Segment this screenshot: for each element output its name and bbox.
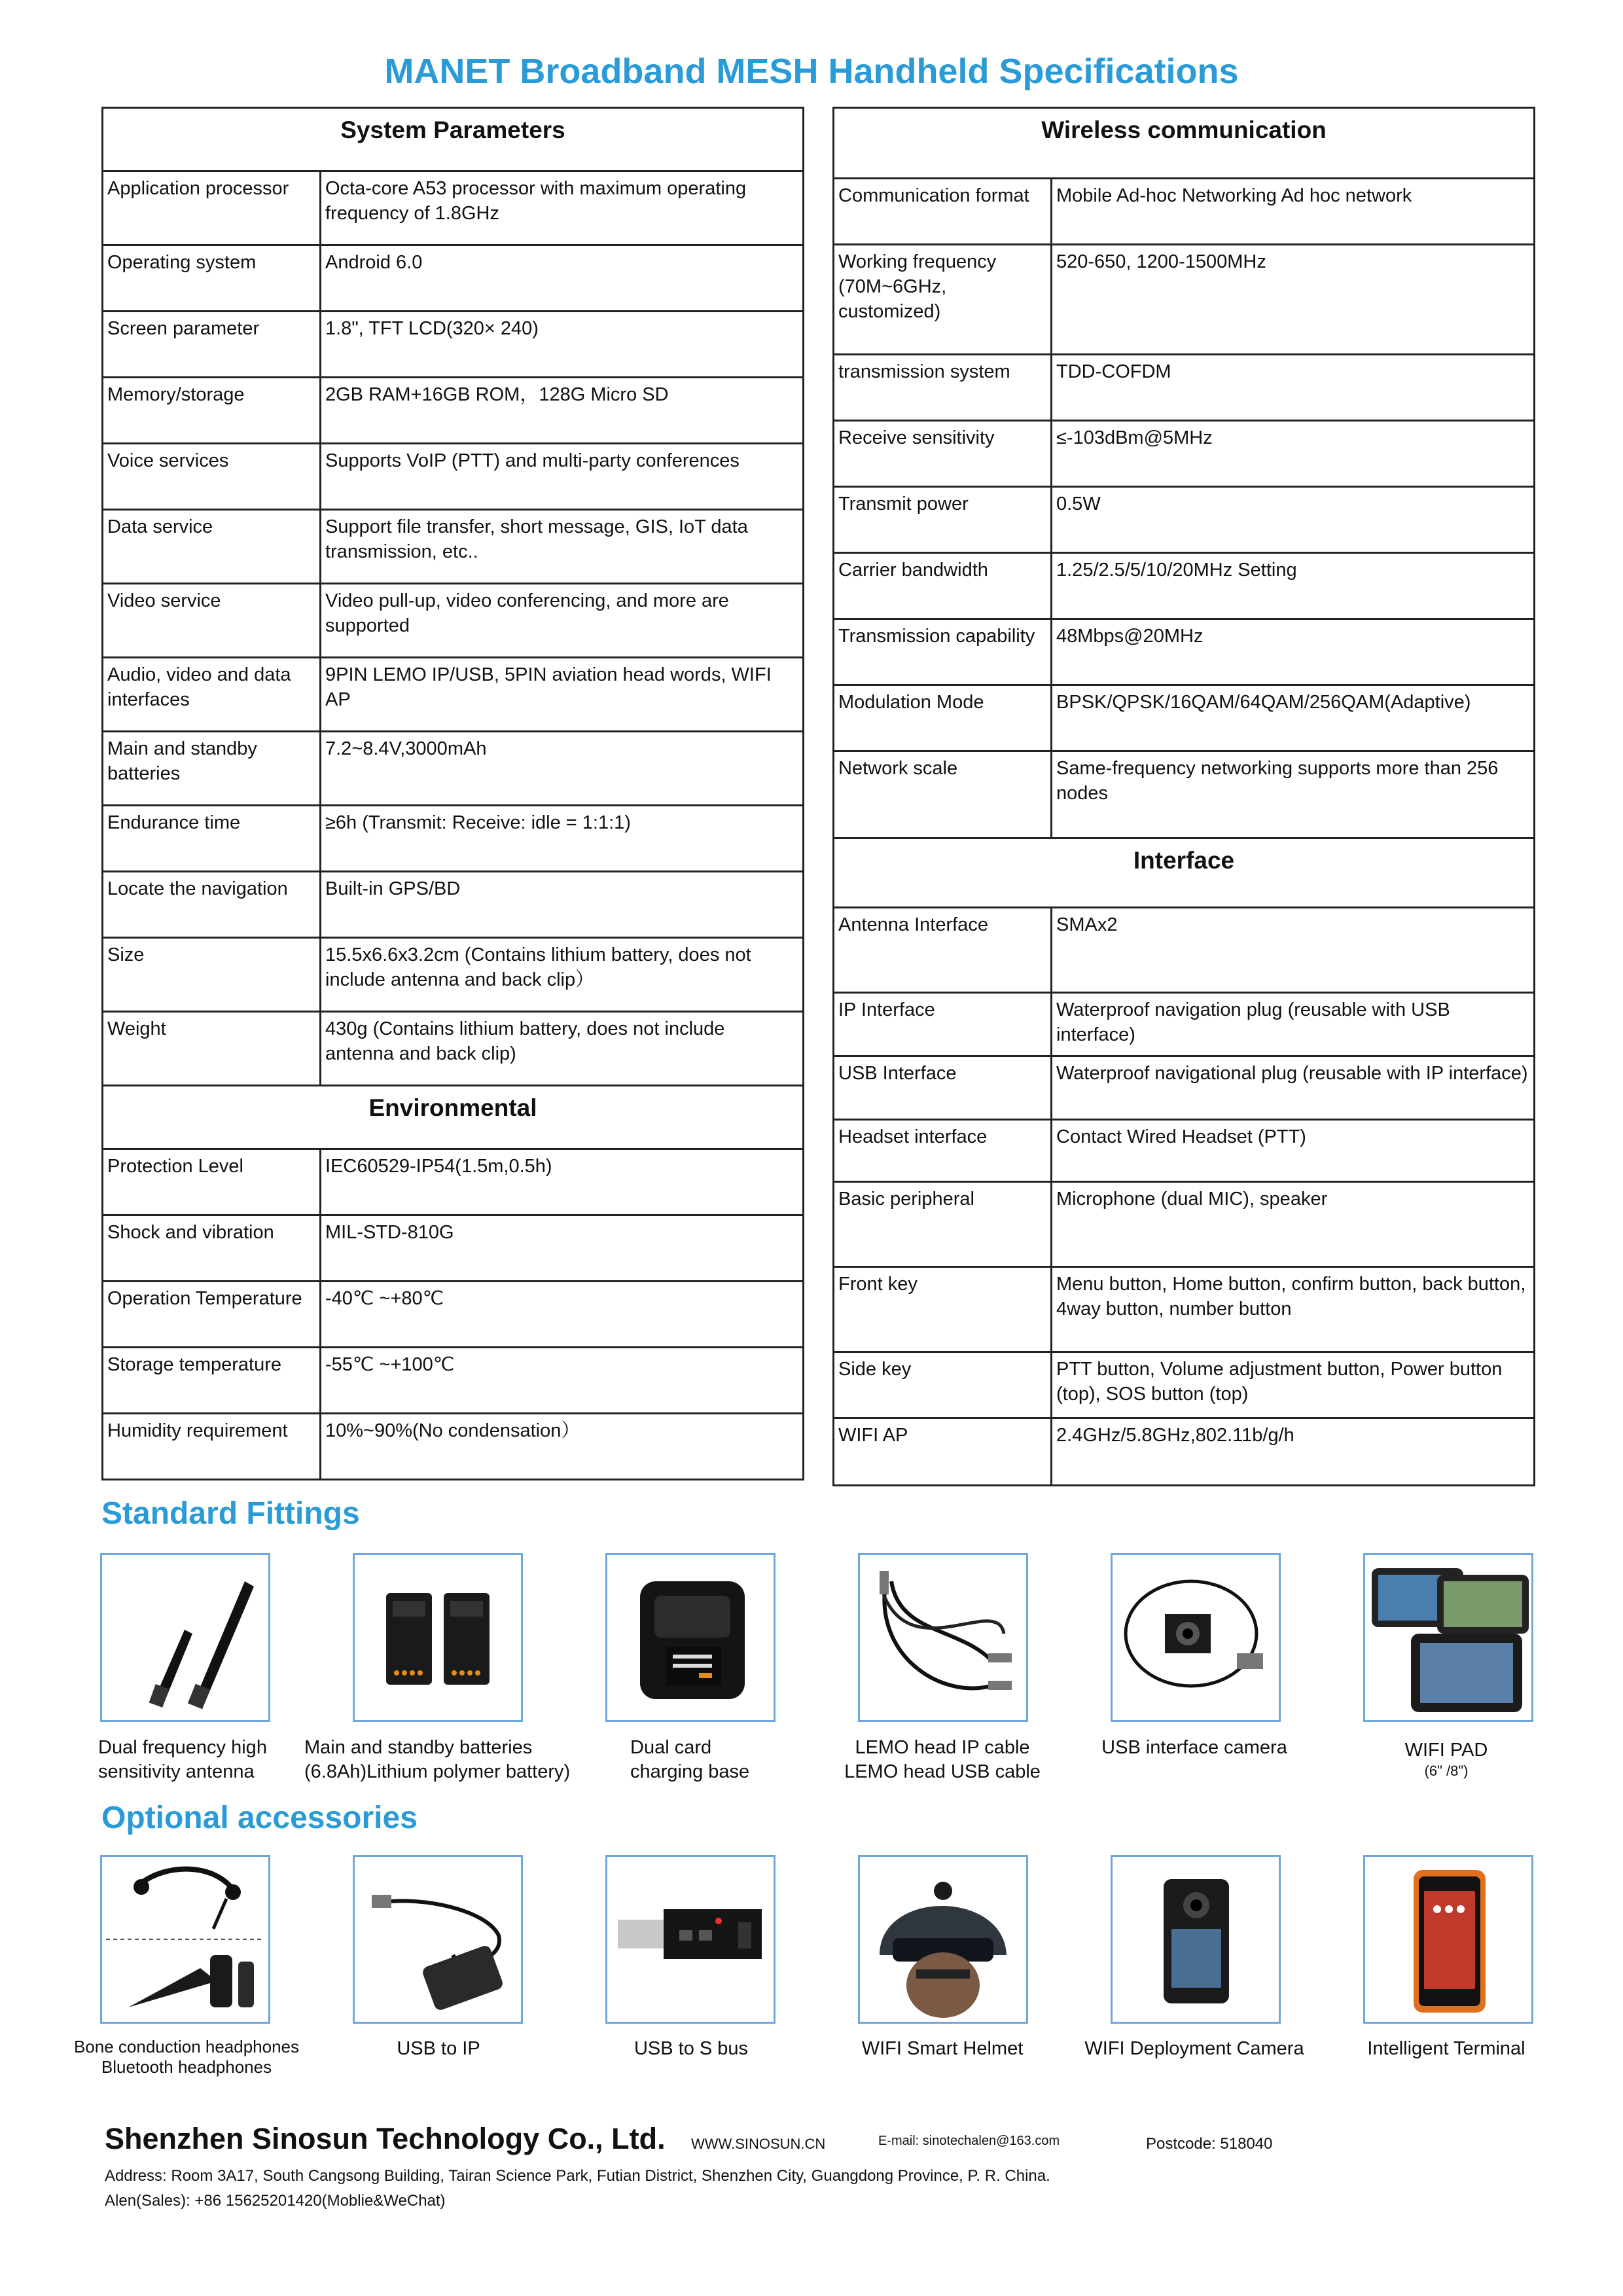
section-heading: Environmental xyxy=(103,1086,804,1149)
spec-row xyxy=(834,908,1535,993)
spec-value: 0.5W xyxy=(1052,487,1535,553)
spec-row xyxy=(103,1282,804,1348)
spec-row xyxy=(834,355,1535,421)
body-camera-icon xyxy=(1113,1857,1279,2022)
spec-row xyxy=(834,619,1535,685)
helmet-card xyxy=(858,1855,1028,2024)
spec-value: PTT button, Volume adjustment button, Power button (top), SOS button (top) xyxy=(1052,1352,1535,1418)
battery-icon xyxy=(355,1555,521,1720)
spec-label: Humidity requirement xyxy=(103,1414,321,1480)
spec-row xyxy=(834,179,1535,245)
camera-card xyxy=(1111,1553,1281,1722)
sales-contact: Alen(Sales): +86 15625201420(Moblie&WeChat) xyxy=(105,2192,446,2210)
spec-row xyxy=(103,1215,804,1282)
spec-label: Voice services xyxy=(103,444,321,510)
usb-adapter-icon xyxy=(355,1857,521,2022)
spec-label: Headset interface xyxy=(834,1120,1052,1182)
system-environmental-table xyxy=(101,107,804,1480)
wireless-interface-table xyxy=(832,107,1535,1486)
usb-stick-card xyxy=(605,1855,776,2024)
spec-value: Mobile Ad-hoc Networking Ad hoc network xyxy=(1052,179,1535,245)
spec-row xyxy=(834,553,1535,619)
spec-value: Waterproof navigation plug (reusable with USB interface) xyxy=(1052,993,1535,1056)
spec-value: -40℃ ~+80℃ xyxy=(321,1282,804,1348)
spec-row xyxy=(103,1149,804,1215)
spec-value: Menu button, Home button, confirm button, back button, 4way button, number button xyxy=(1052,1267,1535,1352)
spec-value: BPSK/QPSK/16QAM/64QAM/256QAM(Adaptive) xyxy=(1052,685,1535,751)
spec-row xyxy=(834,245,1535,355)
spec-value: Supports VoIP (PTT) and multi-party conferences xyxy=(321,444,804,510)
spec-row xyxy=(103,584,804,658)
spec-row xyxy=(103,378,804,444)
battery-card xyxy=(353,1553,523,1722)
spec-label: Application processor xyxy=(103,171,321,245)
cable-icon xyxy=(860,1555,1026,1720)
section-heading: Interface xyxy=(834,838,1535,908)
spec-label: Operating system xyxy=(103,245,321,312)
spec-label: Side key xyxy=(834,1352,1052,1418)
fitting-caption-battery: Main and standby batteries (6.8Ah)Lithium polymer battery) xyxy=(304,1737,571,1782)
charging-base-card xyxy=(605,1553,776,1722)
spec-label: Locate the navigation xyxy=(103,872,321,938)
spec-label: Working frequency (70M~6GHz, customized) xyxy=(834,245,1052,355)
spec-value: -55℃ ~+100℃ xyxy=(321,1348,804,1414)
spec-value: TDD-COFDM xyxy=(1052,355,1535,421)
spec-label: Communication format xyxy=(834,179,1052,245)
spec-label: Basic peripheral xyxy=(834,1182,1052,1267)
company-name: Shenzhen Sinosun Technology Co., Ltd. xyxy=(105,2122,666,2155)
spec-row xyxy=(834,1267,1535,1352)
spec-row xyxy=(103,1414,804,1480)
spec-value: Same-frequency networking supports more than 256 nodes xyxy=(1052,751,1535,838)
tablet-icon xyxy=(1365,1555,1531,1720)
spec-row xyxy=(834,993,1535,1056)
spec-row xyxy=(103,510,804,584)
phone-card xyxy=(1363,1855,1533,2024)
usb-stick-icon xyxy=(607,1857,774,2022)
spec-value: 9PIN LEMO IP/USB, 5PIN aviation head words, WIFI AP xyxy=(321,658,804,732)
spec-label: Network scale xyxy=(834,751,1052,838)
spec-row xyxy=(834,1120,1535,1182)
accessory-caption-headphones: Bone conduction headphones Bluetooth headphones xyxy=(73,2037,300,2077)
section-heading: Wireless communication xyxy=(834,108,1535,179)
spec-label: Weight xyxy=(103,1012,321,1086)
spec-row xyxy=(103,806,804,872)
accessory-caption-body-camera: WIFI Deployment Camera xyxy=(1084,2038,1304,2059)
email: E-mail: sinotechalen@163.com xyxy=(878,2134,1060,2148)
spec-label: Video service xyxy=(103,584,321,658)
cable-card xyxy=(858,1553,1028,1722)
spec-label: Protection Level xyxy=(103,1149,321,1215)
spec-label: Antenna Interface xyxy=(834,908,1052,993)
fitting-caption-charging-base: Dual card charging base xyxy=(630,1737,750,1782)
usb-adapter-card xyxy=(353,1855,523,2024)
spec-row xyxy=(834,1056,1535,1120)
accessory-caption-phone: Intelligent Terminal xyxy=(1367,2038,1525,2059)
spec-label: Data service xyxy=(103,510,321,584)
spec-value: 7.2~8.4V,3000mAh xyxy=(321,732,804,806)
helmet-icon xyxy=(860,1857,1026,2022)
accessory-caption-helmet: WIFI Smart Helmet xyxy=(861,2038,1024,2059)
spec-value: 1.8", TFT LCD(320× 240) xyxy=(321,312,804,378)
spec-value: 48Mbps@20MHz xyxy=(1052,619,1535,685)
spec-row xyxy=(834,1418,1535,1486)
accessory-caption-usb-to-sbus: USB to S bus xyxy=(633,2038,749,2059)
camera-icon xyxy=(1113,1555,1279,1720)
spec-value: Android 6.0 xyxy=(321,245,804,312)
spec-value: SMAx2 xyxy=(1052,908,1535,993)
accessory-caption-usb-to-ip: USB to IP xyxy=(397,2038,480,2059)
charging-base-icon xyxy=(607,1555,774,1720)
spec-value: Contact Wired Headset (PTT) xyxy=(1052,1120,1535,1182)
spec-label: Memory/storage xyxy=(103,378,321,444)
spec-label: Front key xyxy=(834,1267,1052,1352)
spec-row xyxy=(103,938,804,1012)
body-camera-card xyxy=(1111,1855,1281,2024)
spec-value: Waterproof navigational plug (reusable with IP interface) xyxy=(1052,1056,1535,1120)
spec-row xyxy=(834,487,1535,553)
spec-row xyxy=(103,245,804,312)
spec-value: 1.25/2.5/5/10/20MHz Setting xyxy=(1052,553,1535,619)
fitting-caption-antenna: Dual frequency high sensitivity antenna xyxy=(98,1737,267,1782)
spec-label: USB Interface xyxy=(834,1056,1052,1120)
spec-value: 520-650, 1200-1500MHz xyxy=(1052,245,1535,355)
spec-label: transmission system xyxy=(834,355,1052,421)
spec-label: Main and standby batteries xyxy=(103,732,321,806)
spec-value: Video pull-up, video conferencing, and more are supported xyxy=(321,584,804,658)
address: Address: Room 3A17, South Cangsong Building, Tairan Science Park, Futian District, Shenzhen City, Guangdong Province, P. R. China. xyxy=(105,2167,1050,2185)
spec-value: 430g (Contains lithium battery, does not include antenna and back clip) xyxy=(321,1012,804,1086)
spec-label: Audio, video and data interfaces xyxy=(103,658,321,732)
spec-value: 15.5x6.6x3.2cm (Contains lithium battery, does not include antenna and back clip） xyxy=(321,938,804,1012)
spec-label: Transmit power xyxy=(834,487,1052,553)
spec-row xyxy=(103,1012,804,1086)
spec-row xyxy=(834,421,1535,487)
spec-label: Endurance time xyxy=(103,806,321,872)
spec-row xyxy=(103,312,804,378)
spec-row xyxy=(834,1352,1535,1418)
section-heading: System Parameters xyxy=(103,108,804,171)
spec-label: Receive sensitivity xyxy=(834,421,1052,487)
page-title: MANET Broadband MESH Handheld Specifications xyxy=(384,52,1239,91)
spec-row xyxy=(103,444,804,510)
spec-label: Transmission capability xyxy=(834,619,1052,685)
antenna-icon xyxy=(102,1555,268,1720)
spec-value: Built-in GPS/BD xyxy=(321,872,804,938)
fitting-caption-cable: LEMO head IP cable LEMO head USB cable xyxy=(844,1737,1041,1782)
spec-label: Operation Temperature xyxy=(103,1282,321,1348)
spec-value: Octa-core A53 processor with maximum operating frequency of 1.8GHz xyxy=(321,171,804,245)
tablet-card xyxy=(1363,1553,1533,1722)
website: WWW.SINOSUN.CN xyxy=(691,2136,826,2152)
spec-value: 2.4GHz/5.8GHz,802.11b/g/h xyxy=(1052,1418,1535,1486)
spec-row xyxy=(103,658,804,732)
spec-value: 2GB RAM+16GB ROM，128G Micro SD xyxy=(321,378,804,444)
spec-label: Shock and vibration xyxy=(103,1215,321,1282)
spec-value: ≥6h (Transmit: Receive: idle = 1:1:1) xyxy=(321,806,804,872)
spec-row xyxy=(103,171,804,245)
spec-label: Storage temperature xyxy=(103,1348,321,1414)
spec-value: 10%~90%(No condensation） xyxy=(321,1414,804,1480)
spec-label: Modulation Mode xyxy=(834,685,1052,751)
spec-label: Carrier bandwidth xyxy=(834,553,1052,619)
spec-label: IP Interface xyxy=(834,993,1052,1056)
spec-row xyxy=(103,732,804,806)
spec-row xyxy=(834,685,1535,751)
spec-row xyxy=(103,1348,804,1414)
phone-icon xyxy=(1365,1857,1531,2022)
spec-value: Support file transfer, short message, GIS, IoT data transmission, etc.. xyxy=(321,510,804,584)
spec-label: WIFI AP xyxy=(834,1418,1052,1486)
spec-label: Screen parameter xyxy=(103,312,321,378)
spec-label: Size xyxy=(103,938,321,1012)
spec-value: ≤-103dBm@5MHz xyxy=(1052,421,1535,487)
spec-value: Microphone (dual MIC), speaker xyxy=(1052,1182,1535,1267)
optional-accessories-heading: Optional accessories xyxy=(101,1801,418,1835)
spec-row xyxy=(834,1182,1535,1267)
standard-fittings-heading: Standard Fittings xyxy=(101,1496,360,1531)
headphones-icon xyxy=(102,1857,268,2022)
fitting-caption-camera: USB interface camera xyxy=(1101,1737,1287,1758)
spec-row xyxy=(103,872,804,938)
spec-value: IEC60529-IP54(1.5m,0.5h) xyxy=(321,1149,804,1215)
antenna-card xyxy=(100,1553,270,1722)
headphones-card xyxy=(100,1855,270,2024)
fitting-caption-tablet: WIFI PAD (6" /8") xyxy=(1404,1740,1488,1779)
spec-value: MIL-STD-810G xyxy=(321,1215,804,1282)
postcode: Postcode: 518040 xyxy=(1146,2135,1273,2153)
spec-row xyxy=(834,751,1535,838)
